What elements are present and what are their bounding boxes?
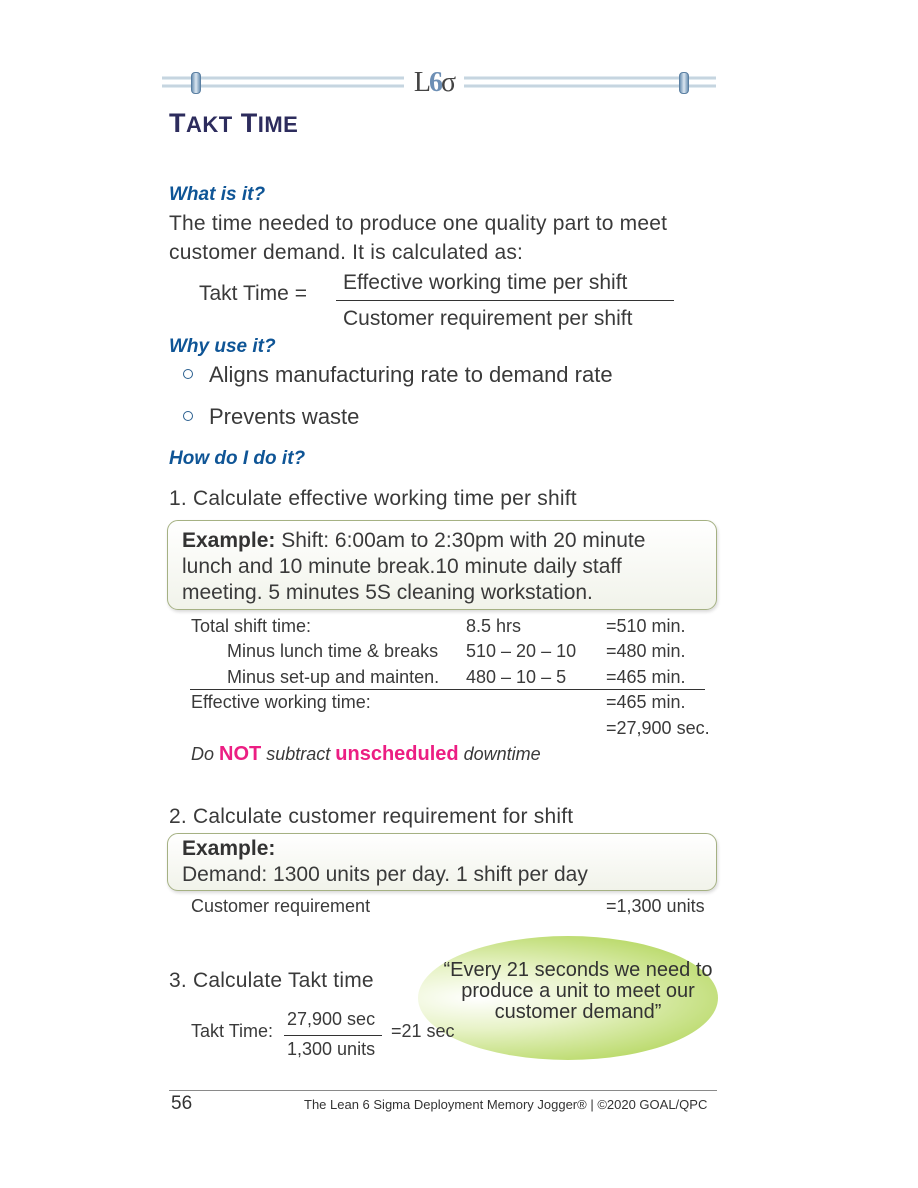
step-2: 2. Calculate customer requirement for shift (169, 805, 574, 828)
how-heading: How do I do it? (169, 448, 306, 469)
calc-expr: 8.5 hrs (466, 616, 522, 636)
circle-bullet-icon (183, 369, 193, 379)
calc-label: Total shift time: (191, 616, 312, 636)
what-line-2: customer demand. It is calculated as: (169, 241, 524, 264)
step-3: 3. Calculate Takt time (169, 969, 374, 992)
formula-denominator: Customer requirement per shift (343, 307, 633, 330)
what-line-1: The time needed to produce one quality part to meet (169, 212, 668, 235)
example-2-text: Example: Demand: 1300 units per day. 1 shift per day (182, 837, 588, 886)
customer-requirement-value: =1,300 units (606, 896, 705, 916)
takt-numerator: 27,900 sec (287, 1009, 376, 1029)
calc-label: Effective working time: (191, 692, 371, 712)
calc-expr: 510 – 20 – 10 (466, 641, 577, 661)
formula-label: Takt Time = (199, 282, 307, 305)
takt-fraction-bar (284, 1035, 382, 1036)
l6s-logo: L6σ (404, 68, 464, 98)
takt-result: =21 sec (391, 1021, 455, 1041)
circle-bullet-icon (183, 411, 193, 421)
takt-label: Takt Time: (191, 1021, 274, 1041)
calc-result: =465 min. (606, 667, 686, 687)
calc-sum-rule (190, 689, 705, 690)
page-number: 56 (171, 1093, 193, 1114)
header-knob-left (191, 72, 201, 94)
what-heading: What is it? (169, 184, 266, 205)
calc-label: Minus set-up and mainten. (227, 667, 440, 687)
calc-result: =465 min. (606, 692, 686, 712)
calc-expr: 480 – 10 – 5 (466, 667, 567, 687)
footer-rule (169, 1090, 717, 1091)
header-knob-right (679, 72, 689, 94)
why-heading: Why use it? (169, 336, 276, 357)
formula-numerator: Effective working time per shift (343, 271, 628, 294)
bullet-item: Prevents waste (183, 404, 359, 430)
page-title: TAKT TIME (169, 108, 299, 138)
footer-credit: The Lean 6 Sigma Deployment Memory Jogger® | ©2020 GOAL/QPC (304, 1097, 708, 1112)
takt-denominator: 1,300 units (287, 1039, 376, 1059)
bullet-item: Aligns manufacturing rate to demand rate (183, 362, 613, 388)
calc-result: =27,900 sec. (606, 718, 710, 738)
formula-fraction-bar (336, 300, 674, 301)
calc-result: =480 min. (606, 641, 686, 661)
example-1-text: Example: Shift: 6:00am to 2:30pm with 20 minute lunch and 10 minute break.10 minute daily staff meeting. 5 minutes 5S cleaning workstation. (182, 529, 646, 604)
callout-text: “Every 21 seconds we need to produce a unit to meet our customer demand” (443, 959, 713, 1023)
calc-result: =510 min. (606, 616, 686, 636)
step-1: 1. Calculate effective working time per shift (169, 487, 577, 510)
calc-label: Minus lunch time & breaks (227, 641, 439, 661)
downtime-note: Do NOT subtract unscheduled downtime (191, 743, 541, 765)
customer-requirement-label: Customer requirement (191, 896, 371, 916)
